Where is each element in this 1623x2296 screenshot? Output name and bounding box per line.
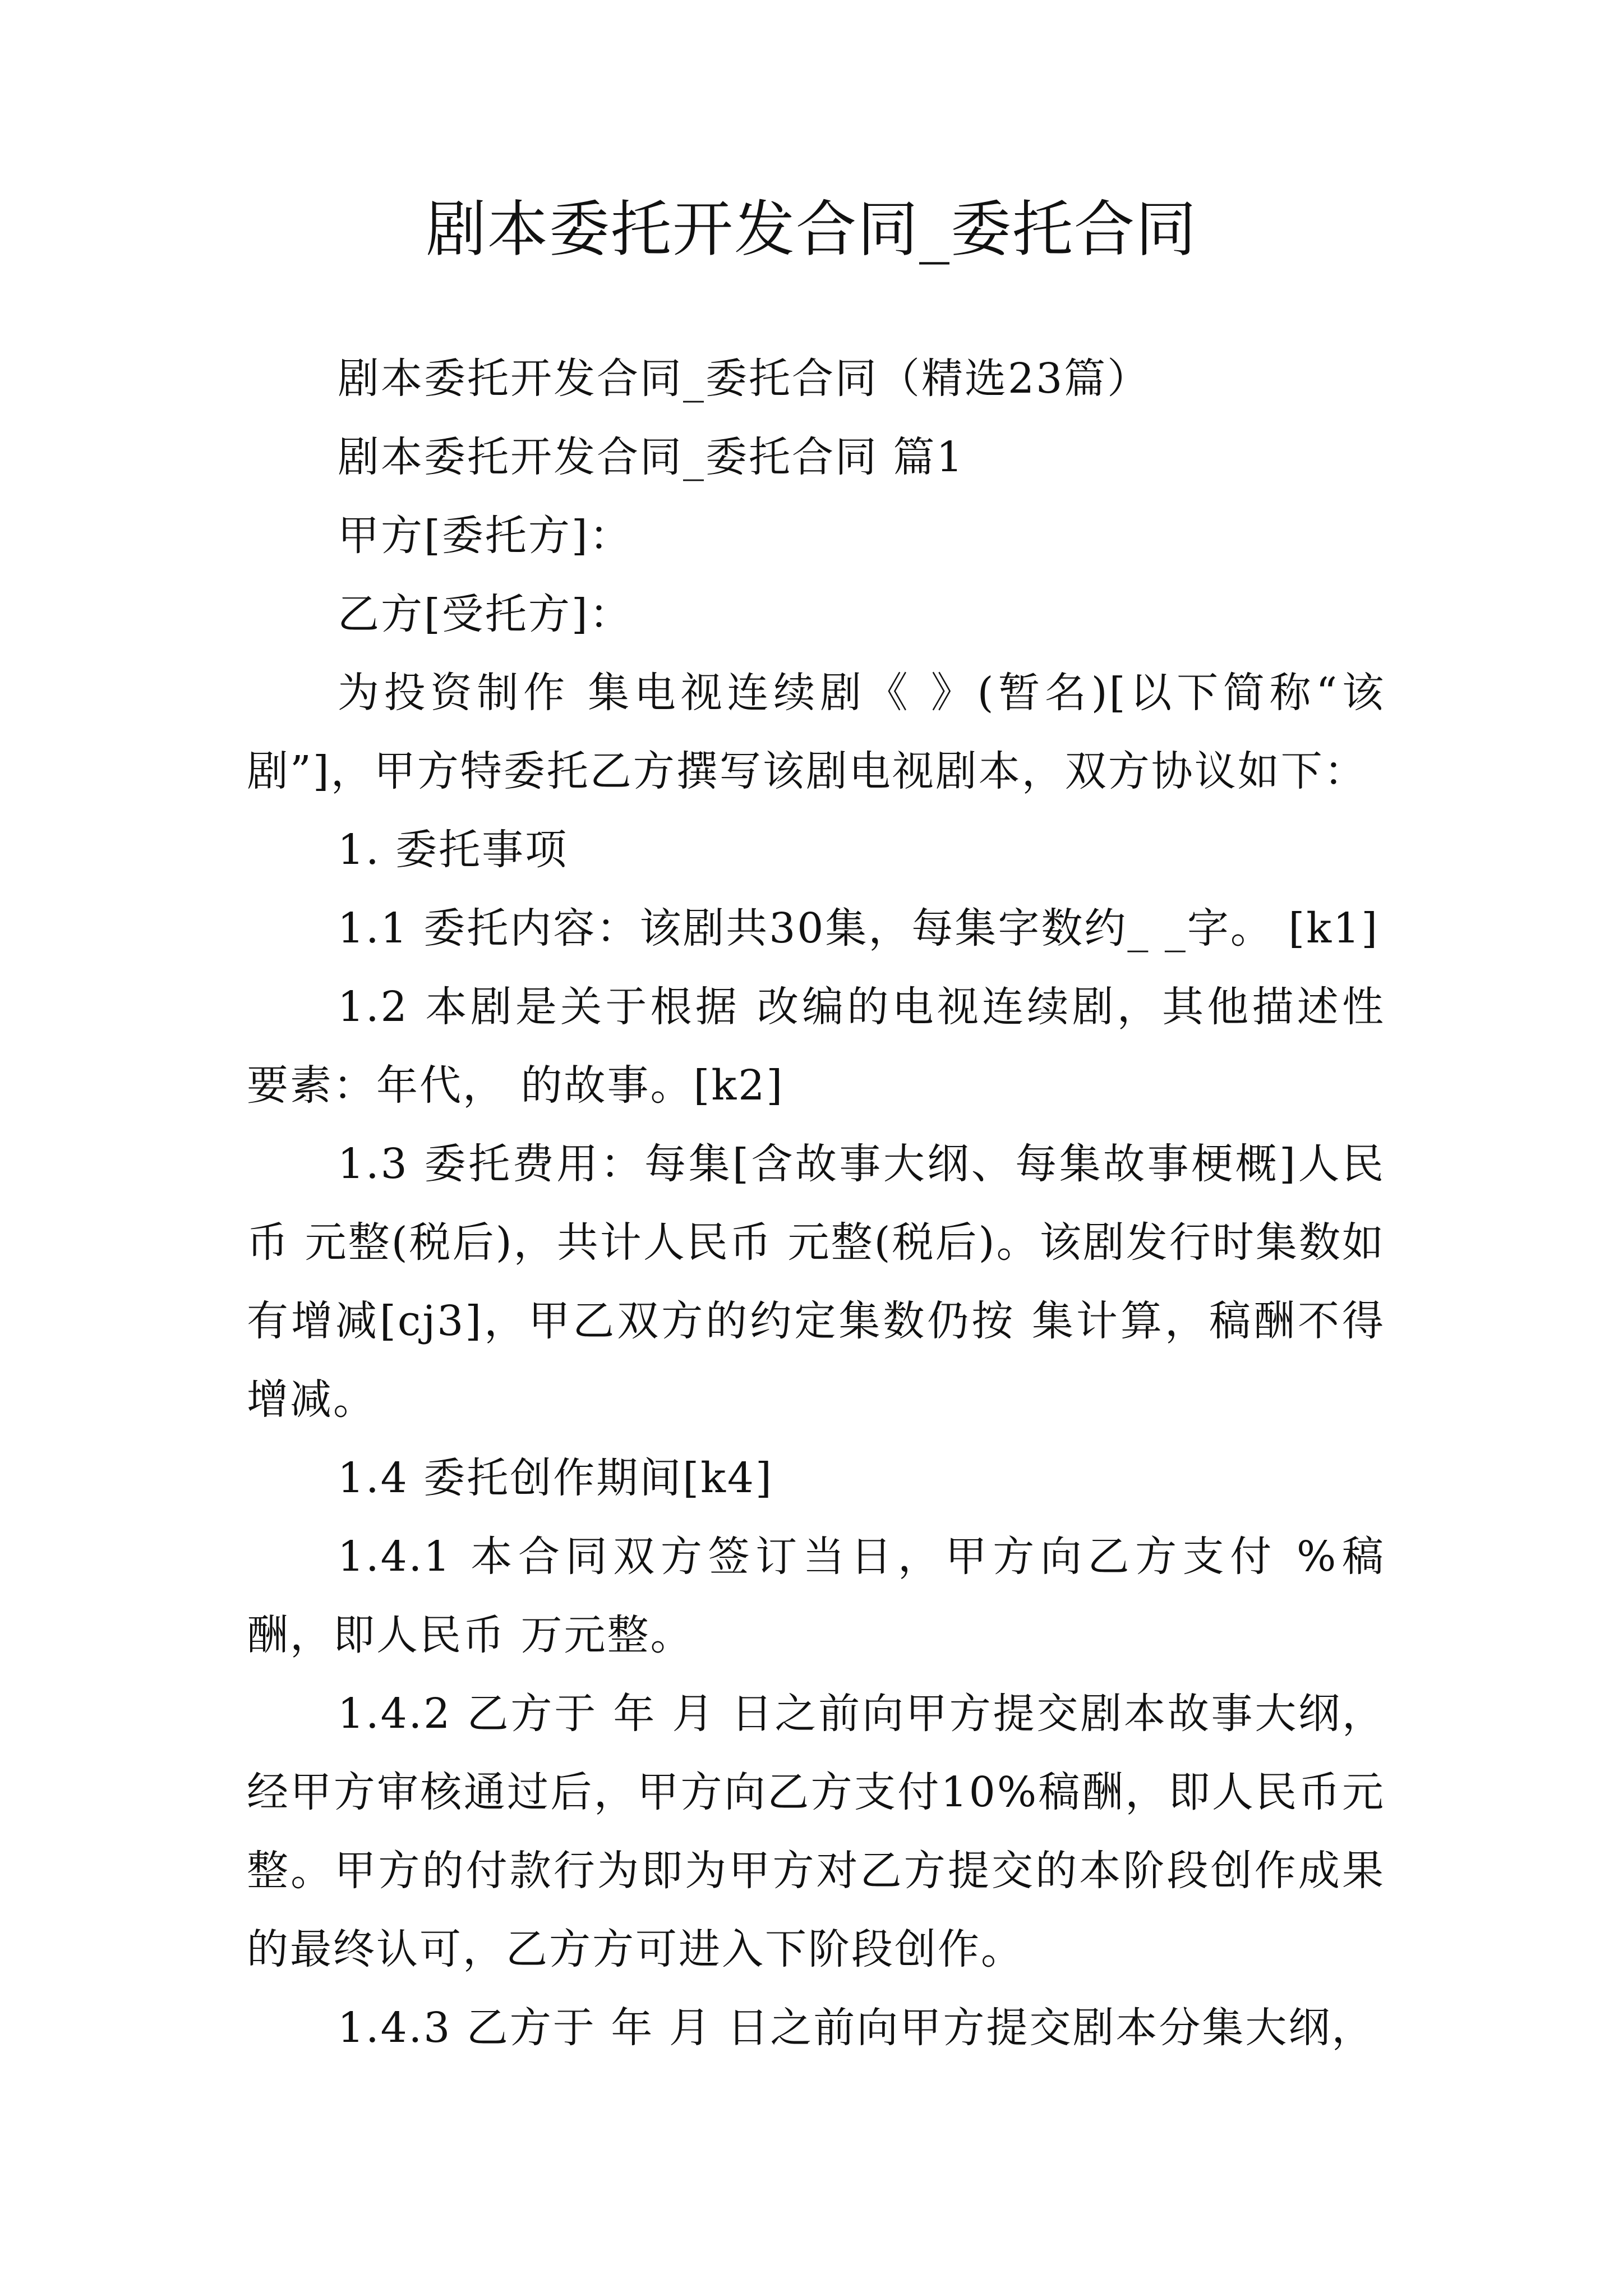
paragraph-clause-1-3: 1.3 委托费用：每集[含故事大纲、每集故事梗概]人民币 元整(税后)，共计人民币 元整(税后)。该剧发行时集数如有增减[cj3]，甲乙双方的约定集数仍按 集计算，稿酬不得增减。 bbox=[247, 1140, 1385, 1424]
paragraph-clause-1: 1. 委托事项 bbox=[338, 826, 569, 874]
document-body bbox=[247, 339, 1385, 2067]
paragraph-section-heading: 剧本委托开发合同_委托合同 篇1 bbox=[338, 433, 965, 481]
paragraph-preamble: 为投资制作 集电视连续剧《 》(暂名)[以下简称“该剧”]，甲方特委托乙方撰写该剧电视剧本，双方协议如下： bbox=[247, 669, 1385, 795]
paragraph-clause-1-4-3: 1.4.3 乙方于 年 月 日之前向甲方提交剧本分集大纲， bbox=[338, 2004, 1375, 2052]
paragraph-subtitle: 剧本委托开发合同_委托合同（精选23篇） bbox=[338, 355, 1151, 403]
document-title: 剧本委托开发合同_委托合同 bbox=[425, 195, 1197, 265]
paragraph-clause-1-4-1: 1.4.1 本合同双方签订当日，甲方向乙方支付 %稿酬，即人民币 万元整。 bbox=[247, 1533, 1385, 1659]
paragraph-party-b: 乙方[受托方]： bbox=[338, 590, 633, 638]
paragraph-clause-1-2: 1.2 本剧是关于根据 改编的电视连续剧，其他描述性要素：年代， 的故事。[k2] bbox=[247, 983, 1385, 1110]
paragraph-clause-1-4: 1.4 委托创作期间[k4] bbox=[338, 1454, 773, 1502]
paragraph-clause-1-4-2: 1.4.2 乙方于 年 月 日之前向甲方提交剧本故事大纲，经甲方审核通过后，甲方向乙方支付10%稿酬，即人民币元整。甲方的付款行为即为甲方对乙方提交的本阶段创作成果的最终认可，乙方方可进入下阶段创作。 bbox=[247, 1690, 1385, 1973]
paragraph-clause-1-1: 1.1 委托内容：该剧共30集，每集字数约_ _字。 [k1] bbox=[338, 904, 1380, 953]
paragraph-party-a: 甲方[委托方]： bbox=[338, 512, 633, 560]
